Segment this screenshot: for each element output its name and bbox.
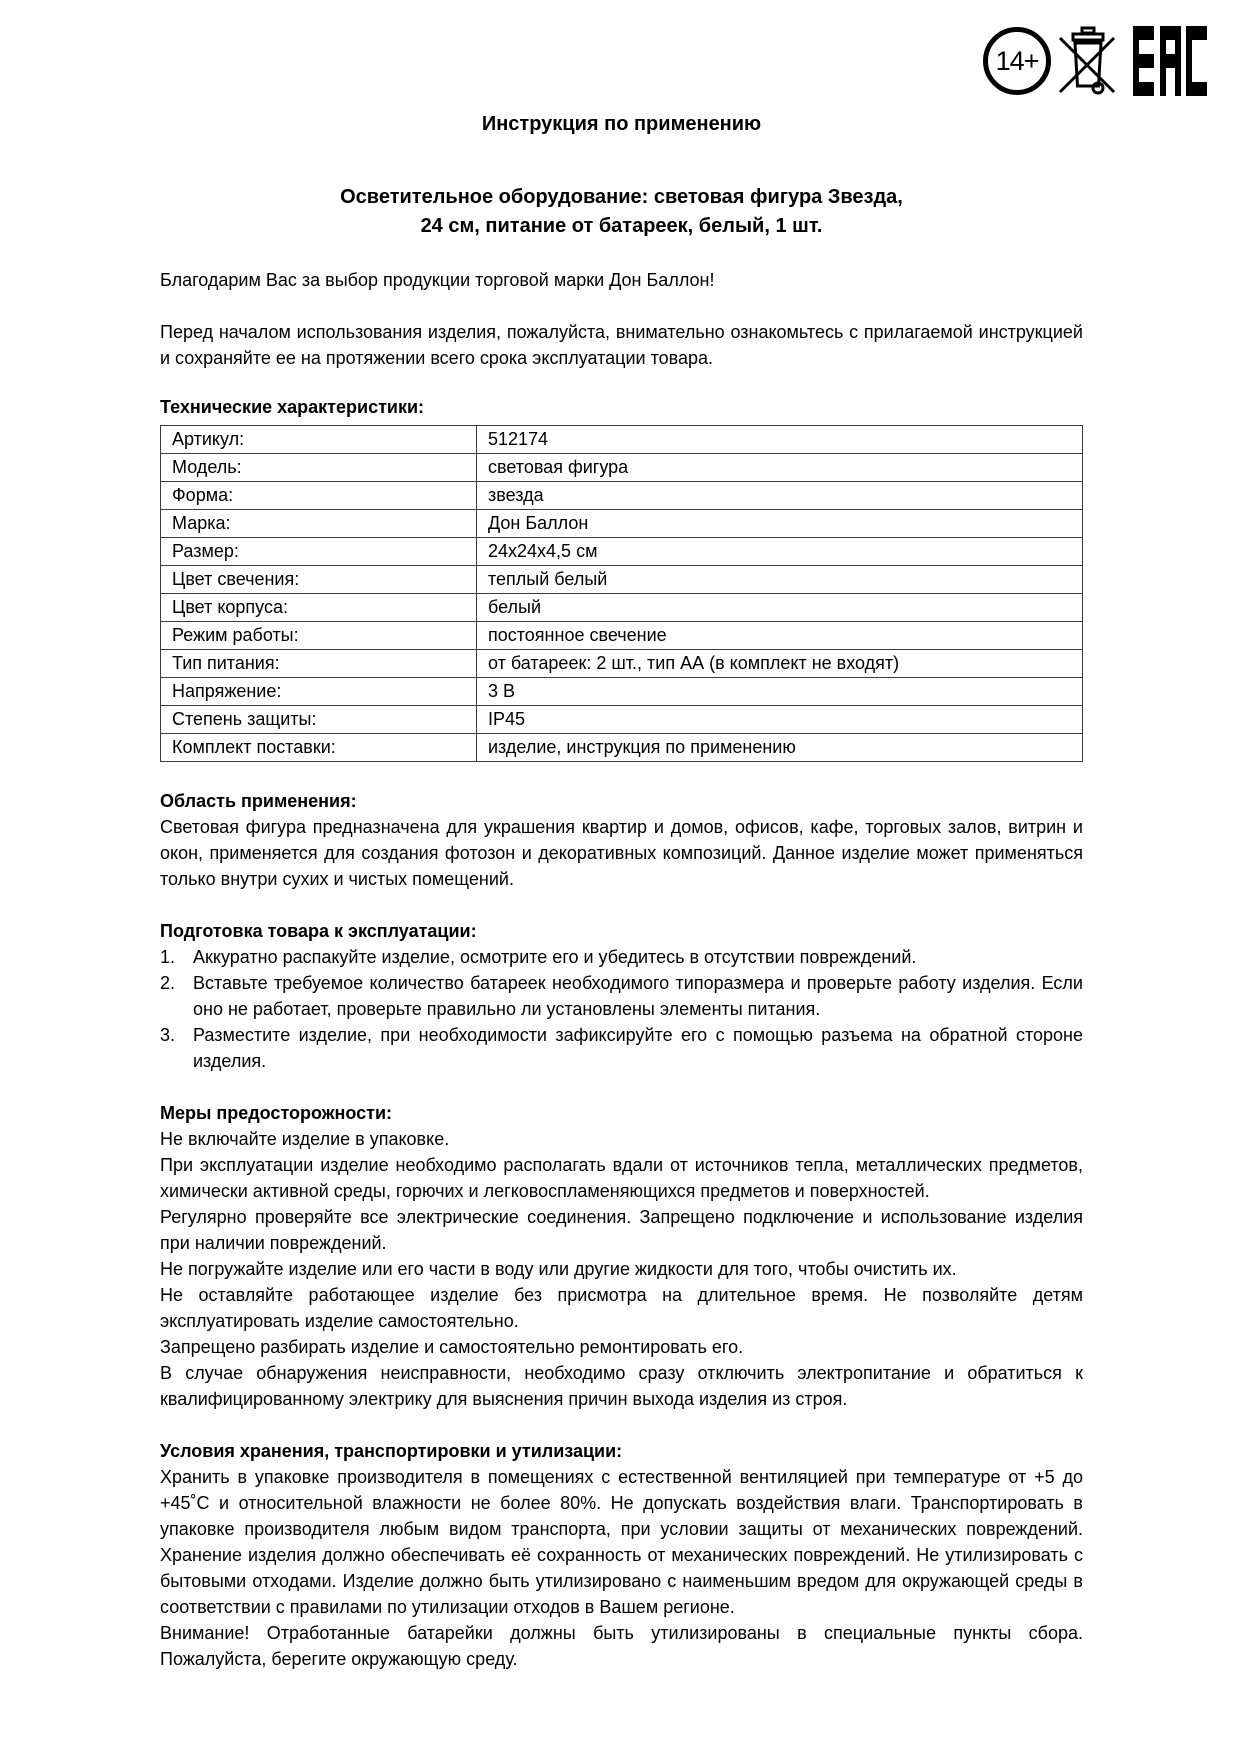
spec-row: [161, 622, 1083, 650]
spec-value: 24х24х4,5 см: [477, 538, 1083, 566]
spec-label: Комплект поставки:: [161, 734, 477, 762]
spec-label: Тип питания:: [161, 650, 477, 678]
spec-label: Модель:: [161, 454, 477, 482]
precaution-line: Регулярно проверяйте все электрические соединения. Запрещено подключение и использование изделия при наличии повреждений.: [160, 1207, 1083, 1253]
spec-row: [161, 482, 1083, 510]
spec-value: изделие, инструкция по применению: [477, 734, 1083, 762]
document-content: [160, 0, 1083, 1672]
step-item: [160, 1022, 1083, 1074]
spec-label: Напряжение:: [161, 678, 477, 706]
preparation-heading: Подготовка товара к эксплуатации:: [160, 921, 477, 941]
spec-value: световая фигура: [477, 454, 1083, 482]
eac-mark-icon: [1133, 26, 1207, 96]
step-number: 3.: [160, 1025, 176, 1045]
spec-row: [161, 510, 1083, 538]
spec-label: Марка:: [161, 510, 477, 538]
spec-label: Размер:: [161, 538, 477, 566]
precaution-line: В случае обнаружения неисправности, необходимо сразу отключить электропитание и обратиться к квалифицированному электрику для выяснения причин выхода изделия из строя.: [160, 1363, 1083, 1409]
spec-label: Степень защиты:: [161, 706, 477, 734]
spec-label: Режим работы:: [161, 622, 477, 650]
spec-value: 512174: [477, 426, 1083, 454]
spec-value: Дон Баллон: [477, 510, 1083, 538]
precautions-heading: Меры предосторожности:: [160, 1103, 393, 1123]
step-number: 2.: [160, 973, 176, 993]
age-14-label: 14+: [995, 45, 1039, 76]
spec-label: Цвет свечения:: [161, 566, 477, 594]
doc-title: Инструкция по применению: [481, 113, 762, 135]
spec-row: [161, 706, 1083, 734]
precaution-line: Не включайте изделие в упаковке.: [160, 1129, 450, 1149]
precaution-line: При эксплуатации изделие необходимо располагать вдали от источников тепла, металлических предметов, химически активной среды, горючих и легковоспламеняющихся предметов и поверхностей.: [160, 1155, 1083, 1201]
spec-value: белый: [477, 594, 1083, 622]
storage-heading: Условия хранения, транспортировки и утилизации:: [160, 1441, 623, 1461]
step-number: 1.: [160, 947, 176, 967]
spec-label: Артикул:: [161, 426, 477, 454]
spec-row: [161, 594, 1083, 622]
specs-heading: Технические характеристики:: [160, 397, 425, 417]
precaution-line: Не оставляйте работающее изделие без присмотра на длительное время. Не позволяйте детям эксплуатировать изделие самостоятельно.: [160, 1285, 1083, 1331]
step-item: [160, 970, 1083, 1022]
doc-subtitle-line2: 24 см, питание от батареек, белый, 1 шт.: [420, 215, 823, 237]
step-item: [160, 944, 1083, 970]
intro-read-first: Перед началом использования изделия, пожалуйста, внимательно ознакомьтесь с прилагаемой инструкцией и сохраняйте ее на протяжении всего срока эксплуатации товара.: [160, 322, 1083, 368]
precaution-line: Не погружайте изделие или его части в воду или другие жидкости для того, чтобы очистить их.: [160, 1259, 957, 1279]
spec-row: [161, 538, 1083, 566]
spec-label: Цвет корпуса:: [161, 594, 477, 622]
spec-row: [161, 566, 1083, 594]
doc-subtitle: [160, 183, 1083, 241]
application-body: Световая фигура предназначена для украшения квартир и домов, офисов, кафе, торговых залов, витрин и окон, применяется для создания фотозон и декоративных композиций. Данное изделие может применяться только внутри сухих и чистых помещений.: [160, 817, 1083, 889]
precaution-line: Запрещено разбирать изделие и самостоятельно ремонтировать его.: [160, 1337, 744, 1357]
preparation-steps: [160, 944, 1083, 1074]
spec-row: [161, 678, 1083, 706]
step-text: Вставьте требуемое количество батареек необходимого типоразмера и проверьте работу изделия. Если оно не работает, проверьте правильно ли установлены элементы питания.: [193, 973, 1083, 1019]
spec-value: 3 В: [477, 678, 1083, 706]
spec-label: Форма:: [161, 482, 477, 510]
application-heading: Область применения:: [160, 791, 357, 811]
spec-row: [161, 426, 1083, 454]
step-text: Разместите изделие, при необходимости зафиксируйте его с помощью разъема на обратной стороне изделия.: [193, 1025, 1083, 1071]
intro-thanks: Благодарим Вас за выбор продукции торговой марки Дон Баллон!: [160, 270, 715, 290]
spec-row: [161, 650, 1083, 678]
specs-table: [160, 425, 1083, 762]
spec-row: [161, 454, 1083, 482]
spec-value: звезда: [477, 482, 1083, 510]
spec-value: IP45: [477, 706, 1083, 734]
storage-body: Хранить в упаковке производителя в помещениях с естественной вентиляцией при температуре от +5 до +45˚С и относительной влажности не более 80%. Не допускать воздействия влаги. Транспортировать в упаковке производителя любым видом транспорта, при условии защиты от механических повреждений. Хранение изделия должно обеспечивать её сохранность от механических повреждений. Не утилизировать с бытовыми отходами. Изделие должно быть утилизировано с наименьшим вредом для окружающей среды в соответствии с правилами по утилизации отходов в Вашем регионе.: [160, 1467, 1083, 1617]
spec-value: от батареек: 2 шт., тип АА (в комплект не входят): [477, 650, 1083, 678]
step-text: Аккуратно распакуйте изделие, осмотрите его и убедитесь в отсутствии повреждений.: [193, 947, 917, 967]
spec-row: [161, 734, 1083, 762]
doc-subtitle-line1: Осветительное оборудование: световая фигура Звезда,: [340, 186, 903, 208]
spec-value: постоянное свечение: [477, 622, 1083, 650]
battery-note: Внимание! Отработанные батарейки должны быть утилизированы в специальные пункты сбора. Пожалуйста, берегите окружающую среду.: [160, 1623, 1083, 1669]
spec-value: теплый белый: [477, 566, 1083, 594]
